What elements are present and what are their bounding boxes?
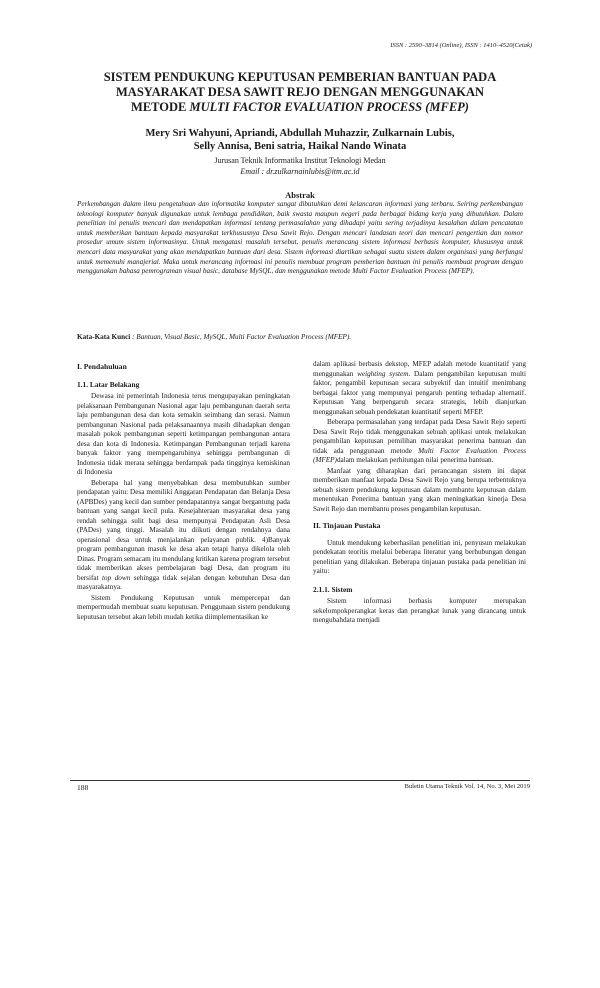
paragraph: Dewasa ini pemerintah Indonesia terus mengupayakan peningkatan pelaksanaan Pembangunan Nasional agar laju pembangunan daerah serta laju pembangunan desa dan kota semakin seimbang dan serasi. Namun pembangunan Nasional pada pelaksanaannya masih dihadapkan dengan masalah pokok pembangunan seperti ketimpangan pembangunan antara desa dan kota di Indonesia. Ketimpangan Pembangunan terjadi karena banyak faktor yang mempengaruhinya sehingga pembangunan di Indonesia tidak merata sehingga berdampak pada tingginya kemiskinan di Indonesia bbox=[77, 392, 290, 476]
left-column bbox=[77, 355, 290, 623]
paragraph: Sistem informasi berbasis komputer merupakan sekelompokperangkat keras dan perangkat lunak yang dirancang untuk mengubahdata menjadi bbox=[313, 597, 526, 624]
author-email: Email : dr.zulkarnainlubis@itm.ac.id bbox=[240, 166, 360, 176]
keywords bbox=[77, 333, 523, 341]
keywords-label: Kata-Kata Kunci bbox=[77, 333, 131, 341]
paragraph: Untuk mendukung keberhasilan penelitian ini, penyusun melakukan pendekatan teoritis melalui beberapa literatur yang berhubungan dengan penelitian yang dilakukan. Beberapa tinjauan pustaka pada penelitian ini yaitu: bbox=[313, 538, 526, 575]
page-number: 188 bbox=[77, 783, 89, 792]
footer-divider bbox=[70, 780, 530, 781]
keywords-list: : Bantuan, Visual Basic, MySQL, Multi Factor Evaluation Process (MFEP). bbox=[132, 333, 352, 341]
institution: Jurusan Teknik Informatika Institut Teknologi Medan bbox=[214, 156, 386, 165]
paragraph-text: . Dalam pengambilan keputusan multi faktor, pengambil keputusan secara subyektif dan intuitif menimbang berbagai faktor yang mempunyai pengaruh penting terhadap alternatif. Keputusan Yang berpengaruh secara strategis, lebih dianjurkan menggunakan sebuah pendekatan kuantitatif seperti MFEP. bbox=[313, 369, 526, 416]
paragraph-text: dalam aplikasi berbasis dekstop, MFEP adalah metode kuantitatif yang menggunakan bbox=[313, 360, 526, 378]
paragraph-text: dalam melakukan perhitungan nilai penerima bantuan. bbox=[336, 456, 494, 464]
affiliation bbox=[80, 156, 520, 177]
paragraph-text: sehingga tidak sejalan dengan kebutuhan Desa dan masyarakatnya. bbox=[77, 573, 290, 591]
issn-header: ISSN : 2590–3814 (Online), ISSN : 1410–4520(Cetak) bbox=[390, 42, 532, 49]
paragraph: Sistem Pendukung Keputusan untuk mempercepat dan mempermudah membuat suatu keputusan. Penggunaan sistem pendukung keputusan tersebut akan lebih mudah ketika diimplementasikan ke bbox=[77, 593, 290, 621]
title-method-name: MULTI FACTOR EVALUATION PROCESS (MFEP) bbox=[189, 100, 469, 114]
paragraph-italic: Multi Factor Evaluation Process (MFEP) bbox=[313, 446, 526, 464]
section-heading-literature: II. Tinjauan Pustaka bbox=[313, 521, 381, 530]
abstract-heading: Abstrak bbox=[285, 190, 315, 200]
authors-line-1: Mery Sri Wahyuni, Apriandi, Abdullah Muhazzir, Zulkarnain Lubis, bbox=[145, 128, 455, 139]
paragraph bbox=[77, 479, 290, 593]
paragraph: Manfaat yang diharapkan dari perancangan sistem ini dapat memberikan manfaat kepada Desa Sawit Rejo yang berupa terbentuknya sebuah sistem pendukung keputusan dalam membantu keputusan dalam menentukan Penerima bantuan yang akan meningkatkan kinerja Desa Sawit Rejo dan membantu proses pengambilan keputusan. bbox=[313, 466, 526, 513]
subsection-heading-background: 1.1. Latar Belakang bbox=[77, 379, 140, 389]
title-line-3 bbox=[60, 100, 540, 115]
author-list bbox=[80, 127, 520, 153]
paragraph-text: Beberapa permasalahan yang terdapat pada Desa Sawit Rejo seperti Desa Sawit Rejo tidak menggunakan sebuah aplikasi untuk melakukan pengambilan keputusan pemilihan masyarakat penerima bantuan dan tidak ada penggunaan metode bbox=[313, 418, 526, 455]
paragraph-italic: top down bbox=[102, 573, 131, 582]
title-line-3-prefix: METODE bbox=[131, 100, 190, 114]
right-column bbox=[313, 360, 526, 627]
title-line-1: SISTEM PENDUKUNG KEPUTUSAN PEMBERIAN BANTUAN PADA bbox=[103, 70, 497, 84]
journal-citation: Buletin Utama Teknik Vol. 14, No. 3, Mei 2019 bbox=[404, 783, 530, 790]
abstract-text: Perkembangan dalam ilmu pengetahuan dan informatika komputer sangat dibutuhkan demi kelancaran informasi yang terbaru. Seiring perkembangan teknologi komputer banyak digunakan untuk lembaga pendidikan, baik swasta maupun negeri pada berbagai bidang kerja yang dibutuhkan. Dalam penelitian ini penulis mencari dan mendapatkan informasi tentang permasalahan yang dihadapi yaitu sering terjadinya kesalahan dalam pencatatan untuk memberikan bantuan kepada masyarakat terkhususnya Desa Sawit Rejo. Dengan mencari landasan teori dan mencari pengertian dan nomor prosedur umum sistem informasinya. Untuk mengatasi masalah tersebut, penulis merancang sistem informasi berbasis komputer, khususnya untuk mencari data masyarakat yang akan mendapatkan bantuan dari desa. Sistem informasi diartikan sebagai suatu sistem dalam organisasi yang berfungsi untuk memenuhi manajerial. Maka untuk merancang informasi ini penulis membuat program pemberian bantuan ini penulis membuat program dengan menggunakan bahasa pemrograman visual basic, database MySQL, dan menggunakan metode Multi Factor Evaluation Process (MFEP). bbox=[77, 200, 523, 276]
title-line-2: MASYARAKAT DESA SAWIT REJO DENGAN MENGGUNAKAN bbox=[116, 85, 484, 99]
section-heading-introduction: I. Pendahuluan bbox=[77, 362, 127, 371]
paragraph bbox=[313, 418, 526, 466]
authors-line-2: Selly Annisa, Beni satria, Haikal Nando Winata bbox=[193, 141, 407, 152]
paper-title bbox=[60, 70, 540, 115]
subsection-heading-system: 2.1.1. Sistem bbox=[313, 584, 353, 594]
paragraph-text: Beberapa hal yang menyebabkan desa membutuhkan sumber pendapatan yaitu: Desa memiliki Anggaran Pendapatan dan Belanja Desa (APBDes) yang kecil dan sumber pendapatannya sangat bergantung pada bantuan yang sangat kecil pula. Kesejahteraan masyarakat desa yang rendah sehingga sulit bagi desa mempunyai Pendapatan Asli Desa (PADes) yang tinggi. Masalah itu diikuti dengan rendahnya dana operasional desa untuk menjalankan pelayanan publik. 4)Banyak program pembangunan masuk ke desa akan tetapi hanya dikelola oleh Dinas. Program semacam itu mendulang kritikan karena program tersebut tidak memberikan akses pembelajaran bagi Desa, dan program itu bersifat bbox=[77, 478, 290, 582]
paragraph-italic: weighting system bbox=[357, 369, 409, 378]
paragraph bbox=[313, 360, 526, 417]
